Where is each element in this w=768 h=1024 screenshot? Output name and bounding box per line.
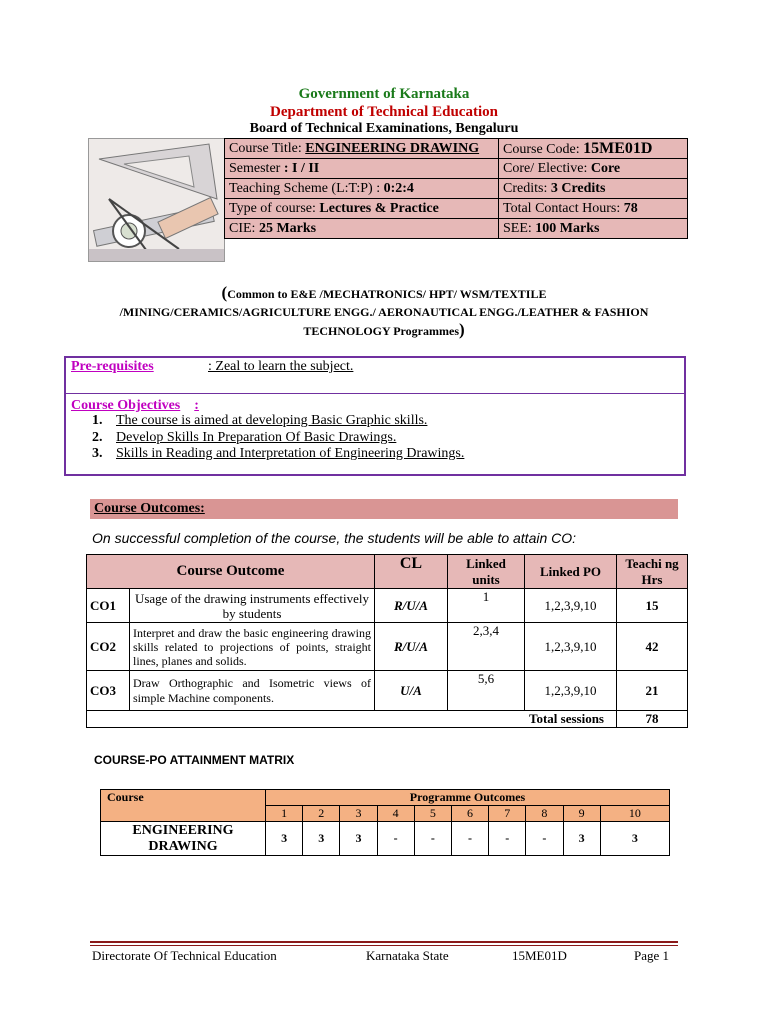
matrix-po-number: 7: [489, 806, 526, 822]
objectives-heading-row: [71, 396, 199, 414]
scheme-label: Teaching Scheme (L:T:P) :: [229, 180, 384, 196]
footer-rule-thin: [90, 945, 678, 946]
objective-number: 3.: [92, 446, 103, 461]
teaching-scheme-cell: [225, 179, 499, 199]
matrix-po-header: Programme Outcomes: [266, 790, 670, 806]
matrix-po-number: 8: [526, 806, 563, 822]
col-course-outcome: Course Outcome: [87, 555, 375, 589]
core-label: Core/ Elective:: [503, 160, 591, 176]
po-attainment-matrix: [100, 789, 670, 856]
matrix-value: -: [451, 822, 488, 856]
matrix-value: 3: [340, 822, 377, 856]
co-hrs: 15: [617, 589, 688, 623]
course-outcomes-heading: [90, 499, 678, 519]
co-units: 1: [448, 589, 525, 623]
semester-label: Semester: [229, 160, 284, 176]
matrix-value: 3: [303, 822, 340, 856]
common-line-1: Common to E&E /MECHATRONICS/ HPT/ WSM/TEXTILE: [227, 287, 547, 301]
co-id: CO2: [87, 623, 130, 671]
cie-cell: [225, 219, 499, 239]
footer-rule: [90, 941, 678, 943]
co-description: Draw Orthographic and Isometric views of simple Machine components.: [130, 671, 375, 711]
co-cl: U/A: [375, 671, 448, 711]
see-value: 100 Marks: [535, 220, 600, 236]
footer-state: Karnataka State: [366, 948, 449, 963]
core-value: Core: [590, 160, 621, 176]
board-heading: Board of Technical Examinations, Bengaluru: [249, 121, 519, 136]
matrix-course-name: ENGINEERING DRAWING: [101, 822, 266, 856]
co-hrs: 42: [617, 623, 688, 671]
common-programmes-note: [60, 284, 708, 340]
matrix-value: -: [526, 822, 563, 856]
table-row: [87, 623, 688, 671]
box-divider: [64, 393, 686, 394]
table-row: [87, 671, 688, 711]
matrix-po-number: 6: [451, 806, 488, 822]
govt-heading: Government of Karnataka: [298, 86, 470, 102]
matrix-po-number: 2: [303, 806, 340, 822]
col-linked-units: Linked units: [448, 555, 525, 589]
course-outcomes-heading-text: Course Outcomes:: [94, 501, 205, 516]
see-cell: [499, 219, 688, 239]
total-row: [87, 711, 688, 728]
footer-course-code: 15ME01D: [512, 948, 567, 963]
col-linked-po: Linked PO: [525, 555, 617, 589]
see-label: SEE:: [503, 220, 536, 236]
course-title-label: Course Title:: [229, 141, 306, 156]
common-line-2: /MINING/CERAMICS/AGRICULTURE ENGG./ AERONAUTICAL ENGG./LEATHER & FASHION: [119, 305, 649, 319]
type-value: Lectures & Practice: [319, 200, 439, 216]
footer-page-number: Page 1: [634, 948, 670, 963]
contact-hours-cell: [499, 199, 688, 219]
co-po: 1,2,3,9,10: [525, 623, 617, 671]
co-po: 1,2,3,9,10: [525, 671, 617, 711]
objective-item: [92, 413, 427, 429]
cie-value: 25 Marks: [258, 220, 317, 236]
footer-directorate: Directorate Of Technical Education: [92, 948, 277, 963]
co-po: 1,2,3,9,10: [525, 589, 617, 623]
drawing-instruments-image: [88, 138, 225, 262]
co-description: Interpret and draw the basic engineering drawing skills related to projections of points, straight lines, planes and solids.: [130, 623, 375, 671]
co-cl: R/U/A: [375, 589, 448, 623]
type-of-course-cell: [225, 199, 499, 219]
co-id: CO1: [87, 589, 130, 623]
core-elective-cell: [499, 159, 688, 179]
matrix-value: 3: [266, 822, 303, 856]
matrix-po-number: 4: [377, 806, 414, 822]
credits-cell: [499, 179, 688, 199]
col-cl: CL: [375, 555, 448, 589]
common-line-3: TECHNOLOGY Programmes: [303, 324, 459, 338]
matrix-value-row: [101, 822, 670, 856]
prerequisites-label: Pre-requisites: [71, 359, 154, 374]
co-hrs: 21: [617, 671, 688, 711]
cie-label: CIE:: [229, 220, 259, 236]
course-code-cell: [499, 139, 688, 159]
objective-text: Skills in Reading and Interpretation of Engineering Drawings.: [116, 446, 465, 461]
table-row: [87, 589, 688, 623]
course-title-value: ENGINEERING DRAWING: [305, 141, 480, 156]
matrix-value: -: [414, 822, 451, 856]
matrix-course-header: Course: [101, 790, 266, 822]
total-sessions-label: Total sessions: [87, 711, 617, 728]
col-teaching-hrs: Teachi ng Hrs: [617, 555, 688, 589]
course-outcome-table: [86, 554, 688, 728]
outcomes-intro: On successful completion of the course, the students will be able to attain CO:: [92, 530, 577, 546]
objective-number: 2.: [92, 430, 103, 445]
objective-text: The course is aimed at developing Basic Graphic skills.: [116, 413, 428, 428]
matrix-po-number: 9: [563, 806, 600, 822]
matrix-po-number: 10: [600, 806, 669, 822]
credits-label: Credits:: [503, 180, 551, 196]
matrix-value: -: [377, 822, 414, 856]
objectives-label: Course Objectives: [71, 398, 181, 413]
dept-heading: Department of Technical Education: [270, 104, 498, 120]
semester-value: : I / II: [283, 160, 320, 176]
matrix-title: COURSE-PO ATTAINMENT MATRIX: [94, 753, 295, 767]
co-units: 5,6: [448, 671, 525, 711]
matrix-po-number: 3: [340, 806, 377, 822]
matrix-value: -: [489, 822, 526, 856]
objectives-colon: :: [194, 398, 199, 413]
common-open-paren: (: [221, 283, 228, 302]
prerequisites-text: : Zeal to learn the subject.: [208, 359, 354, 374]
credits-value: 3 Credits: [550, 180, 606, 196]
matrix-value: 3: [563, 822, 600, 856]
co-cl: R/U/A: [375, 623, 448, 671]
type-label: Type of course:: [229, 200, 320, 216]
co-id: CO3: [87, 671, 130, 711]
scheme-value: 0:2:4: [383, 180, 414, 196]
matrix-po-number: 1: [266, 806, 303, 822]
matrix-po-number: 5: [414, 806, 451, 822]
contact-label: Total Contact Hours:: [503, 200, 624, 216]
course-code-value: 15ME01D: [583, 139, 653, 157]
course-info-table: [224, 138, 688, 239]
semester-cell: [225, 159, 499, 179]
objective-number: 1.: [92, 413, 103, 428]
course-title-cell: [225, 139, 499, 159]
prerequisites-row: [71, 359, 353, 375]
common-close-paren: ): [458, 320, 465, 339]
contact-value: 78: [623, 200, 638, 216]
course-code-label: Course Code:: [503, 141, 584, 157]
objective-text: Develop Skills In Preparation Of Basic Drawings.: [116, 430, 397, 445]
objective-item: [92, 430, 396, 446]
total-sessions-value: 78: [617, 711, 688, 728]
co-description: Usage of the drawing instruments effectively by students: [130, 589, 375, 623]
matrix-value: 3: [600, 822, 669, 856]
co-units: 2,3,4: [448, 623, 525, 671]
objective-item: [92, 446, 464, 462]
